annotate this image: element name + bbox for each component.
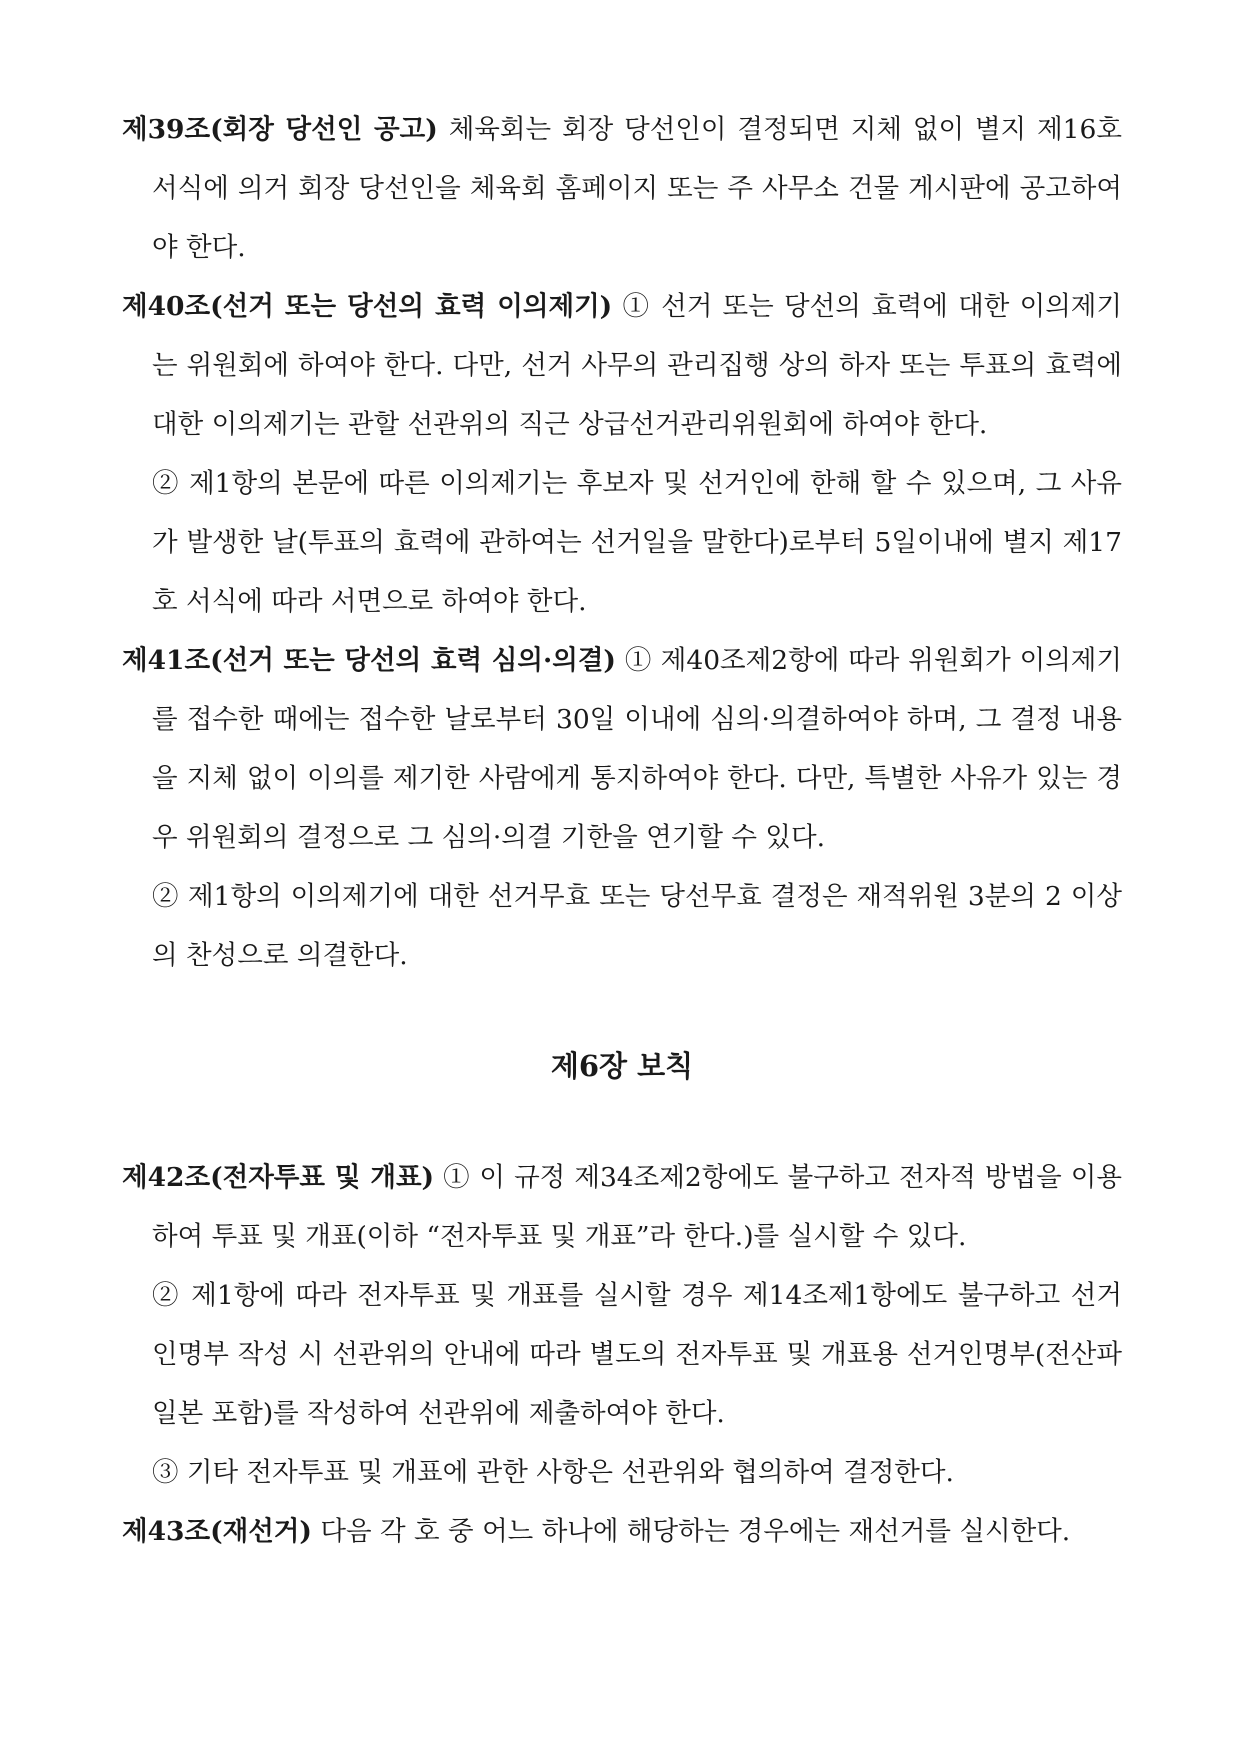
article-42-paragraph-3: ③ 기타 전자투표 및 개표에 관한 사항은 선관위와 협의하여 결정한다. xyxy=(152,1457,954,1488)
article-41-paragraph-1: ① 제40조제2항에 따라 위원회가 이의제기를 접수한 때에는 접수한 날로부터 30일 이내에 심의·의결하여야 하며, 그 결정 내용을 지체 없이 이의를 제기한 사람에게 통지하여야 한다. 다만, 특별한 사유가 있는 경우 위원회의 결정으로 그 심의·의결 기한을 연기할 수 있다. xyxy=(152,645,1122,853)
article-43-heading: 제43조(재선거) xyxy=(122,1516,312,1547)
article-40 xyxy=(122,277,1122,454)
chapter-title: 제6장 보칙 xyxy=(550,1049,694,1083)
article-42-paragraph-2: ② 제1항에 따라 전자투표 및 개표를 실시할 경우 제14조제1항에도 불구하고 선거인명부 작성 시 선관위의 안내에 따라 별도의 전자투표 및 개표용 선거인명부(전산파일본 포함)를 작성하여 선관위에 제출하여야 한다. xyxy=(152,1280,1122,1429)
article-41-paragraph-2: ② 제1항의 이의제기에 대한 선거무효 또는 당선무효 결정은 재적위원 3분의 2 이상의 찬성으로 의결한다. xyxy=(152,881,1122,971)
article-42-heading: 제42조(전자투표 및 개표) xyxy=(122,1162,435,1193)
article-40-heading: 제40조(선거 또는 당선의 효력 이의제기) xyxy=(122,291,613,322)
document-page xyxy=(122,100,1122,1561)
article-39 xyxy=(122,100,1122,277)
article-41 xyxy=(122,631,1122,867)
article-40-paragraph-2: ② 제1항의 본문에 따른 이의제기는 후보자 및 선거인에 한해 할 수 있으며, 그 사유가 발생한 날(투표의 효력에 관하여는 선거일을 말한다)로부터 5일이내에 별지 제17호 서식에 따라 서면으로 하여야 한다. xyxy=(152,468,1122,617)
article-42 xyxy=(122,1148,1122,1266)
article-42-paragraph-1: ① 이 규정 제34조제2항에도 불구하고 전자적 방법을 이용하여 투표 및 개표(이하 “전자투표 및 개표”라 한다.)를 실시할 수 있다. xyxy=(152,1162,1122,1252)
article-41-heading: 제41조(선거 또는 당선의 효력 심의·의결) xyxy=(122,645,616,676)
article-39-text: 체육회는 회장 당선인이 결정되면 지체 없이 별지 제16호 서식에 의거 회장 당선인을 체육회 홈페이지 또는 주 사무소 건물 게시판에 공고하여야 한다. xyxy=(152,114,1122,263)
article-43 xyxy=(122,1502,1122,1561)
article-40-paragraph-1: ① 선거 또는 당선의 효력에 대한 이의제기는 위원회에 하여야 한다. 다만, 선거 사무의 관리집행 상의 하자 또는 투표의 효력에 대한 이의제기는 관할 선관위의 직근 상급선거관리위원회에 하여야 한다. xyxy=(152,291,1122,440)
article-43-text: 다음 각 호 중 어느 하나에 해당하는 경우에는 재선거를 실시한다. xyxy=(311,1516,1071,1547)
article-39-heading: 제39조(회장 당선인 공고) xyxy=(122,114,438,145)
